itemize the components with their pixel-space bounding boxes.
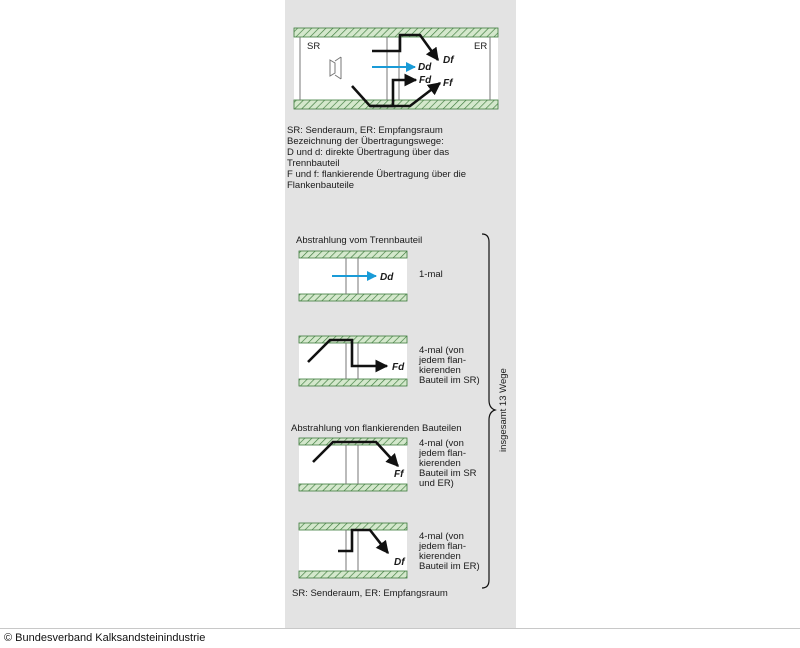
row-df-desc-1: 4-mal (von xyxy=(419,531,464,542)
footer-legend: SR: Senderaum, ER: Empfangsraum xyxy=(292,588,448,599)
row-df-desc-2: jedem flan- xyxy=(419,541,466,552)
row-fd-diagram xyxy=(299,336,407,386)
top-room-interior xyxy=(294,28,498,109)
row-df-diagram xyxy=(299,523,407,578)
row-dd-diagram xyxy=(299,251,407,301)
row-fd-desc-3: kierenden xyxy=(419,365,461,376)
label-Fd: Fd xyxy=(419,75,432,86)
legend-line-1: SR: Senderaum, ER: Empfangsraum xyxy=(287,125,443,136)
copyright-notice: © Bundesverband Kalksandsteinindustrie xyxy=(0,628,800,648)
section-title-flankierend: Abstrahlung von flankierenden Bauteilen xyxy=(291,423,462,434)
legend-line-6: Flankenbauteile xyxy=(287,180,355,191)
row-fd-desc-2: jedem flan- xyxy=(419,355,466,366)
legend-line-4: Trennbauteil xyxy=(287,158,340,169)
room-label-sr: SR xyxy=(307,41,321,52)
legend-line-3: D und d: direkte Übertragung über das xyxy=(287,147,450,158)
row-dd-desc-1: 1-mal xyxy=(419,269,443,280)
row-ff-desc-5: und ER) xyxy=(419,478,454,489)
legend-line-5: F und f: flankierende Übertragung über die xyxy=(287,169,467,180)
loudspeaker-icon xyxy=(330,60,335,76)
row-ff-diagram xyxy=(299,438,407,491)
top-floor-slab xyxy=(294,100,498,109)
row-df-desc-3: kierenden xyxy=(419,551,461,562)
row-df-label: Df xyxy=(394,557,405,568)
top-diagram xyxy=(294,28,498,109)
row-ff-desc-3: kierenden xyxy=(419,458,461,469)
section-title-trennbauteil: Abstrahlung vom Trennbauteil xyxy=(296,235,423,246)
row-ff-label: Ff xyxy=(394,469,404,480)
row-fd-label: Fd xyxy=(392,362,405,373)
brace xyxy=(482,234,495,588)
top-ceiling-slab xyxy=(294,28,498,37)
room-label-er: ER xyxy=(474,41,488,52)
row-dd-label: Dd xyxy=(380,272,394,283)
brace-label: insgesamt 13 Wege xyxy=(498,368,509,452)
row-ff-desc-2: jedem flan- xyxy=(419,448,466,459)
label-Dd: Dd xyxy=(418,62,432,73)
row-df-desc-4: Bauteil im ER) xyxy=(419,561,480,572)
row-fd-desc-1: 4-mal (von xyxy=(419,345,464,356)
label-Df: Df xyxy=(443,55,454,66)
row-fd-desc-4: Bauteil im SR) xyxy=(419,375,480,386)
row-ff-desc-1: 4-mal (von xyxy=(419,438,464,449)
label-Ff: Ff xyxy=(443,78,453,89)
row-ff-desc-4: Bauteil im SR xyxy=(419,468,477,479)
legend-line-2: Bezeichnung der Übertragungswege: xyxy=(287,136,444,147)
